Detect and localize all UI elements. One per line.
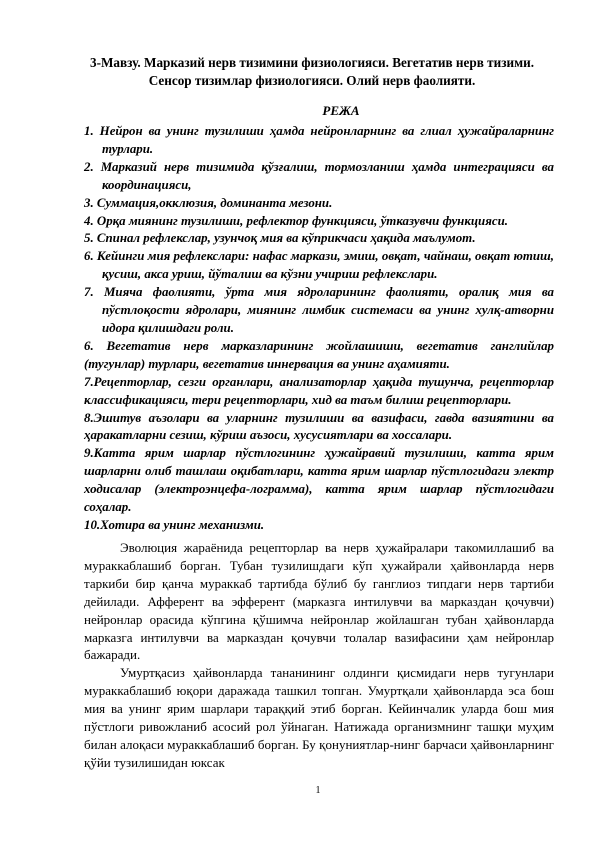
plan-item-12: 10.Хотира ва унинг механизми. — [84, 517, 265, 532]
plan-item-9: 7.Рецепторлар, сезги органлари, анализаторлар ҳақида тушунча, рецепторлар классификацияси, тери рецепторлари, хид ва таъм билиш рецепторлари. — [84, 374, 554, 407]
plan-item-1: 1. Нейрон ва унинг тузилиши ҳамда нейронларнинг ва глиал ҳужайраларнинг турлари. — [84, 124, 554, 156]
plan-item-6: 6. Кейинги мия рефлекслари: нафас маркази, эмиш, овқат, чайнаш, овқат ютиш, қусиш, акса уриш, йўталиш ва кўзни учириш рефлекслари. — [84, 249, 555, 282]
plan-item-11: 9.Катта ярим шарлар пўстлогининг ҳужайравий тузилиши, катта ярим шарларни олиб ташлаш оқибатлари, катта ярим шарлар пўстлогидаги электр ходисалар (электроэнцефа-лограмма), катта ярим шарлар пўстлогидаги соҳалар. — [84, 446, 554, 515]
body-text — [84, 539, 554, 772]
plan-item-10: 8.Эшитув аъзолари ва уларнинг тузилиши ва вазифаси, гавда вазиятини ва ҳаракатларни сезиш, кўриш аъзоси, хусусиятлари ва хоссалари. — [84, 410, 554, 443]
paragraph-1: Эволюция жараёнида рецепторлар ва нерв ҳужайралари такомиллашиб ва мураккаблашиб борган. Тубан тузилишдаги кўп ҳужайрали ҳайвонларда нерв таркиби бир қанча мураккаб тартибда бўлиб бу ганглиоз типдаги нерв тартиби дейилади. Афферент ва эфферент (марказга интилувчи ва марказдан қочувчи) нейронлар орасида кўпгина қўшимча нейронлар жойлашган тубан ҳайвонларда марказга интилувчи ва марказдан қочувчи толалар вазифасини ҳам нейронлар бажаради. — [84, 540, 554, 663]
plan-item-5: 5. Спинал рефлекслар, узунчоқ мия ва кўприкчаси ҳақида маълумот. — [84, 231, 476, 246]
page-number: 1 — [315, 785, 321, 796]
plan-item-8: 6. Вегетатив нерв марказларининг жойлашиши, вегетатив ганглийлар (тугунлар) турлари, вегетатив иннервация ва унинг аҳамияти. — [84, 338, 554, 371]
plan-item-4: 4. Орқа миянинг тузилиши, рефлектор функцияси, ўтказувчи функцияси. — [84, 213, 508, 228]
plan-item-2: 2. Марказий нерв тизимида қўзғалиш, тормозланиш ҳамда интеграцияси ва координацияси, — [84, 159, 554, 192]
plan-heading: РЕЖА — [322, 103, 360, 118]
plan-list — [84, 123, 554, 535]
plan-item-7: 7. Мияча фаолияти, ўрта мия ядроларининг фаолияти, оралиқ мия ва пўстлоқости ядролари, миянинг лимбик системаси ва унинг хулқ-атворни идора қилишдаги роли. — [84, 285, 554, 335]
page-title: 3-Мавзу. Марказий нерв тизимини физиологияси. Вегетатив нерв тизими. Сенсор тизимлар физиологияси. Олий нерв фаолияти. — [89, 55, 534, 88]
plan-item-3: 3. Суммация,окклюзия, доминанта мезони. — [84, 195, 333, 210]
paragraph-2: Умуртқасиз ҳайвонларда тананининг олдинги қисмидаги нерв тугунлари мураккаблашиб юқори даражада ташкил топган. Умуртқали ҳайвонларда эса бош мия ва унинг ярим шарлари тараққий этиб борган. Кейинчалик уларда бош мия пўстлоги ривожланиб асосий рол ўйнаган. Натижада организмнинг ташқи муҳим билан алоқаси мураккаблашиб борган. Бу қонуниятлар-нинг барчаси ҳайвонларнинг қўйи тузилишидан юксак — [84, 665, 554, 770]
